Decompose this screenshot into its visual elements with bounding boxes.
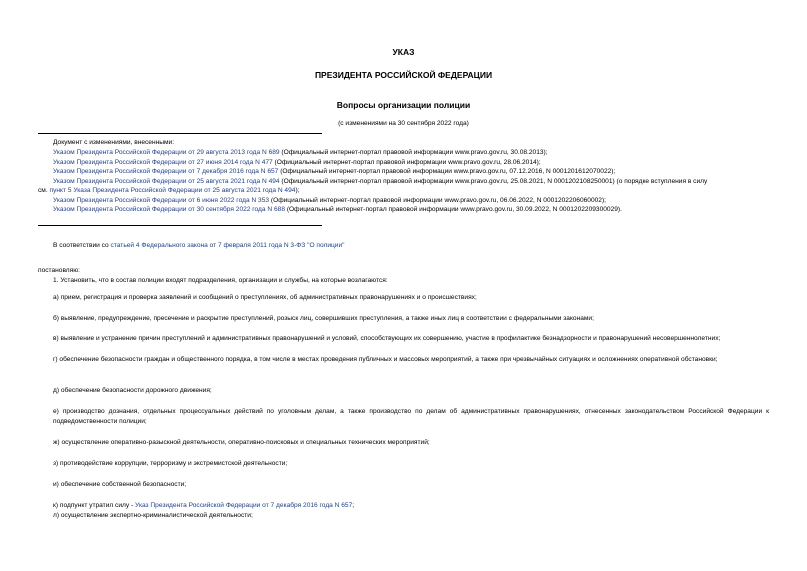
clause-d: д) обеспечение безопасности дорожного движения; xyxy=(53,387,212,394)
amendment-item xyxy=(38,148,769,158)
issuer-heading: ПРЕЗИДЕНТА РОССИЙСКОЙ ФЕДЕРАЦИИ xyxy=(314,70,493,80)
amendment-effect-link[interactable]: пункт 5 Указа Президента Российской Федерации от 25 августа 2021 года N 494 xyxy=(49,187,296,194)
amendment-item xyxy=(38,205,769,215)
amendments-list xyxy=(38,148,769,215)
amendment-item xyxy=(38,177,769,187)
divider-top xyxy=(38,133,322,134)
amendment-link[interactable]: Указом Президента Российской Федерации от 6 июня 2022 года N 353 xyxy=(53,196,270,204)
law-reference-link[interactable]: статьей 4 Федерального закона от 7 февраля 2011 года N 3-ФЗ "О полиции" xyxy=(110,242,345,249)
document-title: Вопросы организации полиции xyxy=(336,100,471,110)
amendment-link[interactable]: Указом Президента Российской Федерации от 27 июня 2014 года N 477 xyxy=(53,158,273,166)
amendment-link[interactable]: Указом Президента Российской Федерации от 29 августа 2013 года N 689 xyxy=(53,149,280,156)
clause-1: 1. Установить, что в состав полиции входят подразделения, организации и службы, на которые возлагаются: xyxy=(53,277,388,284)
intro-paragraph: В соответствии со статьей 4 Федерального закона от 7 февраля 2011 года N 3-ФЗ "О полиции" xyxy=(53,242,345,249)
clause-e: е) производство дознания, отдельных процессуальных действий по уголовным делам, а также производство по делам об административных правонарушениях, отнесенных законодательством Российской Федерации к подведомственности полиции; xyxy=(53,408,769,425)
amendment-link[interactable]: Указом Президента Российской Федерации от 30 сентября 2022 года N 688 xyxy=(53,206,285,213)
revision-note: (с изменениями на 30 сентября 2022 года) xyxy=(338,120,469,127)
amendment-source: (Официальный интернет-портал правовой информации www.pravo.gov.ru, 06.06.2022, N 0001202206060002); xyxy=(269,196,606,204)
clause-l: л) осуществление экспертно-криминалистической деятельности; xyxy=(53,512,253,519)
amendment-source: (Официальный интернет-портал правовой информации www.pravo.gov.ru, 30.08.2013); xyxy=(279,149,548,156)
amendment-source: (Официальный интернет-портал правовой информации www.pravo.gov.ru, 30.09.2022, N 0001202209300029). xyxy=(285,206,622,213)
repeal-decree-link[interactable]: Указ Президента Российской Федерации от 7 декабря 2016 года N 657 xyxy=(135,502,353,509)
amendment-item-continuation: см. пункт 5 Указа Президента Российской Федерации от 25 августа 2021 года N 494); xyxy=(38,187,300,194)
clause-zh: ж) осуществление оперативно-разыскной деятельности, оперативно-поисковых и специальных технических мероприятий; xyxy=(53,439,430,446)
amendment-link[interactable]: Указом Президента Российской Федерации от 7 декабря 2016 года N 657 xyxy=(53,168,279,175)
amendment-source: (Официальный интернет-портал правовой информации www.pravo.gov.ru, 28.06.2014); xyxy=(272,158,541,166)
clause-b: б) выявление, предупреждение, пресечение и раскрытие преступлений, розыск лиц, совершивших преступления, а также иных лиц в соответствии с федеральными законами; xyxy=(53,315,594,322)
clause-z: з) противодействие коррупции, терроризму и экстремистской деятельности; xyxy=(53,460,288,467)
amendment-source: (Официальный интернет-портал правовой информации www.pravo.gov.ru, 25.08.2021, N 0001202108250001) (о порядке вступления в силу xyxy=(279,177,708,185)
doc-type-heading: УКАЗ xyxy=(392,47,415,57)
clause-v: в) выявление и устранение причин преступлений и административных правонарушений и условий, способствующих их совершению, участие в профилактике безнадзорности и правонарушений несовершеннолетних; xyxy=(53,335,721,342)
divider-bottom xyxy=(38,225,322,226)
amendment-item xyxy=(38,158,769,168)
amendment-item xyxy=(38,196,769,206)
clause-i: и) обеспечение собственной безопасности; xyxy=(53,481,187,488)
clause-k: к) подпункт утратил силу - Указ Президента Российской Федерации от 7 декабря 2016 года N 657; xyxy=(53,502,355,509)
clause-a: а) прием, регистрация и проверка заявлений и сообщений о преступлениях, об административных правонарушениях и о происшествиях; xyxy=(53,294,477,301)
clause-g: г) обеспечение безопасности граждан и общественного порядка, в том числе в местах проведения публичных и массовых мероприятий, а также при чрезвычайных ситуациях и осложнениях оперативной обстановки; xyxy=(53,356,718,363)
amendment-source: (Официальный интернет-портал правовой информации www.pravo.gov.ru, 07.12.2016, N 0001201612070022); xyxy=(278,168,616,175)
amendment-link[interactable]: Указом Президента Российской Федерации от 25 августа 2021 года N 494 xyxy=(53,177,280,185)
amendments-heading: Документ с изменениями, внесенными: xyxy=(53,139,175,146)
decree-word: постановляю: xyxy=(38,267,81,274)
amendment-item xyxy=(38,167,769,177)
